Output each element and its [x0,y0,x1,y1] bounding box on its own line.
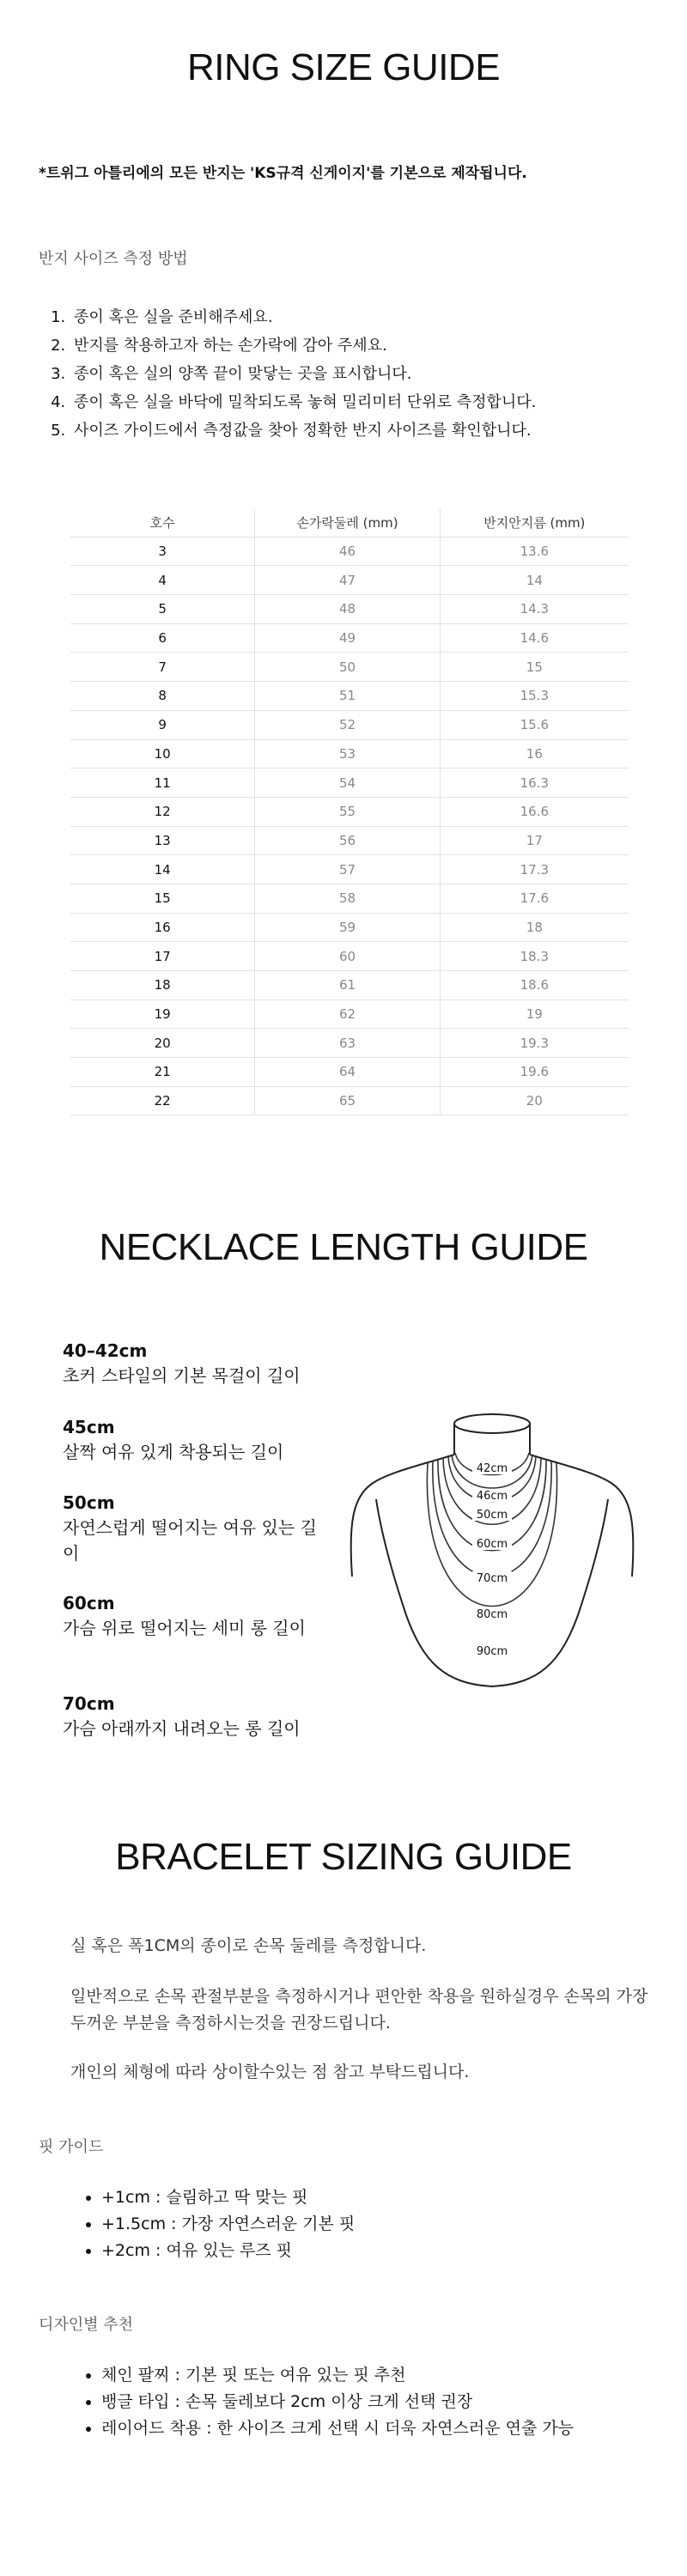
size-cell: 20 [154,1035,171,1051]
ring-step: 1. 종이 혹은 실을 준비해주세요. [70,303,536,331]
size-cell: 12 [154,804,171,820]
table-row [70,1000,629,1030]
list-item: • +2cm : 여유 있는 루즈 핏 [101,2238,355,2264]
chain-42-label: 42cm [476,1462,508,1475]
ring-method-label: 반지 사이즈 측정 방법 [39,250,188,268]
circumference-cell: 62 [254,1000,439,1029]
table-row [70,827,629,856]
circumference-cell: 49 [254,624,439,653]
diameter-cell: 20 [440,1087,629,1115]
diameter-cell: 14.3 [440,595,629,623]
diameter-cell: 13.6 [440,538,629,566]
circumference-cell: 51 [254,682,439,710]
size-cell: 19 [154,1006,171,1023]
circumference-cell: 61 [254,971,439,999]
necklace-length: 60cm [63,1593,115,1613]
necklace-desc: 자연스럽게 떨어지는 여유 있는 길이 [63,1517,317,1564]
size-cell: 7 [158,659,167,675]
diameter-cell: 16.3 [440,769,629,797]
bracelet-paragraph: 일반적으로 손목 관절부분을 측정하시거나 편안한 착용을 원하실경우 손목의 가장 두꺼운 부분을 측정하시는것을 권장드립니다. [70,1987,648,2032]
circumference-cell: 63 [254,1029,439,1057]
circumference-cell: 58 [254,884,439,913]
circumference-cell: 57 [254,855,439,884]
table-row [70,653,629,682]
list-item: • 체인 팔찌 : 기본 핏 또는 여유 있는 핏 추천 [101,2362,574,2389]
table-row [70,798,629,827]
ring-size-table [70,508,629,1115]
diameter-cell: 17.6 [440,884,629,913]
torso-outline [376,1499,608,1686]
neck-top-outline [454,1414,530,1433]
size-cell: 9 [158,717,167,733]
size-cell: 4 [158,572,167,588]
size-cell: 15 [154,890,171,907]
size-cell: 16 [154,919,171,935]
diameter-cell: 18.3 [440,942,629,970]
list-item: • +1.5cm : 가장 자연스러운 기본 핏 [101,2211,355,2238]
circumference-cell: 47 [254,566,439,594]
table-row [70,1087,629,1116]
size-cell: 6 [158,630,167,647]
necklace-item [63,1340,320,1388]
ring-intro-note: *트위그 아틀리에의 모든 반지는 'KS규격 신게이지'를 기본으로 제작됩니다. [39,165,527,182]
circumference-cell: 60 [254,942,439,970]
diameter-cell: 16 [440,740,629,769]
design-recommend-list [82,2362,574,2442]
table-row [70,1029,629,1058]
diameter-cell: 15.6 [440,711,629,739]
necklace-item [63,1492,320,1566]
ring-step: 5. 사이즈 가이드에서 측정값을 찾아 정확한 반지 사이즈를 확인합니다. [70,416,536,445]
table-row [70,1058,629,1087]
size-cell: 10 [154,745,171,762]
size-cell: 5 [158,601,167,617]
list-item: • +1cm : 슬림하고 딱 맞는 핏 [101,2184,355,2211]
list-item: • 레이어드 착용 : 한 사이즈 크게 선택 시 더욱 자연스러운 연출 가능 [101,2415,574,2442]
necklace-item [63,1417,320,1465]
circumference-cell: 50 [254,653,439,681]
necklace-length: 45cm [63,1417,115,1437]
bracelet-title: BRACELET SIZING GUIDE [115,1836,572,1878]
table-row [70,884,629,914]
ring-title: RING SIZE GUIDE [186,46,501,88]
necklace-item [63,1593,320,1641]
size-cell: 21 [154,1064,171,1080]
header-inner-diameter: 반지안지름 (mm) [440,508,629,537]
size-cell: 14 [154,861,171,878]
table-row [70,682,629,711]
ring-step: 4. 종이 혹은 실을 바닥에 밀착되도록 놓혀 밀리미터 단위로 측정합니다. [70,388,536,416]
necklace-desc: 가슴 위로 떨어지는 세미 롱 길이 [63,1618,306,1638]
necklace-desc: 살짝 여유 있게 착용되는 길이 [63,1442,284,1462]
table-row [70,566,629,595]
necklace-length-diagram [342,1405,642,1688]
necklace-title: NECKLACE LENGTH GUIDE [99,1226,588,1268]
header-finger-circumference: 손가락둘레 (mm) [254,508,439,537]
necklace-length: 50cm [63,1492,115,1513]
table-row [70,711,629,740]
ring-step: 3. 종이 혹은 실의 양쪽 끝이 맞닿는 곳을 표시합니다. [70,360,536,388]
bracelet-paragraph: 실 혹은 폭1CM의 종이로 손목 둘레를 측정합니다. [70,1936,427,1955]
diameter-cell: 17 [440,827,629,855]
diameter-cell: 19.3 [440,1029,629,1057]
diameter-cell: 15 [440,653,629,681]
circumference-cell: 56 [254,827,439,855]
diameter-cell: 15.3 [440,682,629,710]
circumference-cell: 59 [254,914,439,942]
table-row [70,855,629,884]
necklace-length: 40–42cm [63,1340,148,1361]
table-row [70,740,629,769]
necklace-item [63,1693,320,1741]
diameter-cell: 18.6 [440,971,629,999]
bracelet-paragraph: 개인의 체형에 따라 상이할수있는 점 참고 부탁드립니다. [70,2063,470,2081]
circumference-cell: 55 [254,798,439,826]
chain-70-label: 70cm [476,1572,508,1585]
diameter-cell: 19.6 [440,1058,629,1086]
circumference-cell: 53 [254,740,439,769]
ring-method-steps [52,303,536,445]
circumference-cell: 52 [254,711,439,739]
header-size: 호수 [149,514,175,531]
size-cell: 13 [154,832,171,848]
list-item: • 뱅글 타입 : 손목 둘레보다 2cm 이상 크게 선택 권장 [101,2389,574,2415]
diameter-cell: 17.3 [440,855,629,884]
diameter-cell: 16.6 [440,798,629,826]
circumference-cell: 64 [254,1058,439,1086]
chain-80-label: 80cm [476,1608,508,1621]
size-cell: 3 [158,544,167,560]
chain-46-label: 46cm [476,1490,508,1503]
table-row [70,595,629,624]
table-row [70,914,629,943]
size-cell: 8 [158,688,167,704]
diameter-cell: 14.6 [440,624,629,653]
chain-60-label: 60cm [476,1538,508,1551]
ring-step: 2. 반지를 착용하고자 하는 손가락에 감아 주세요. [70,331,536,360]
necklace-length: 70cm [63,1693,115,1714]
diameter-cell: 18 [440,914,629,942]
size-cell: 17 [154,948,171,964]
table-row [70,538,629,567]
table-row [70,624,629,653]
fit-guide-list [82,2184,355,2264]
chain-50-label: 50cm [476,1509,508,1522]
circumference-cell: 65 [254,1087,439,1115]
necklace-desc: 초커 스타일의 기본 목걸이 길이 [63,1365,301,1386]
fit-guide-label: 핏 가이드 [39,2138,104,2156]
circumference-cell: 46 [254,538,439,566]
size-cell: 18 [154,977,171,993]
table-header-row [70,508,629,538]
diameter-cell: 14 [440,566,629,594]
circumference-cell: 48 [254,595,439,623]
table-row [70,971,629,1000]
size-cell: 22 [154,1093,171,1109]
design-recommend-label: 디자인별 추천 [39,2316,134,2334]
diameter-cell: 19 [440,1000,629,1029]
necklace-desc: 가슴 아래까지 내려오는 롱 길이 [63,1718,301,1739]
size-cell: 11 [154,775,171,791]
table-row [70,769,629,798]
chain-90-label: 90cm [476,1645,508,1658]
circumference-cell: 54 [254,769,439,797]
table-row [70,942,629,971]
